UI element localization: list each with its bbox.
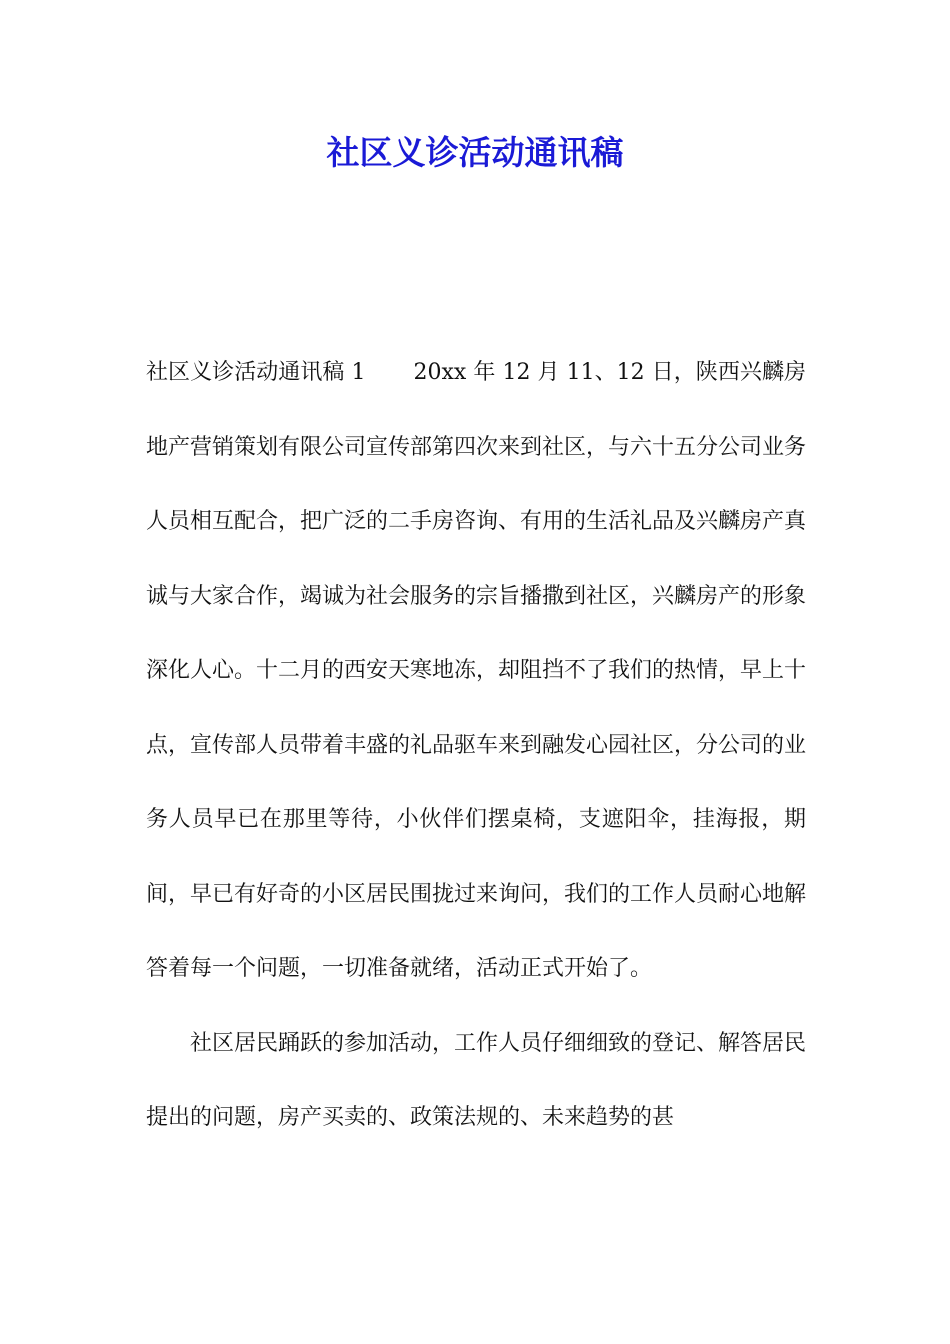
document-title: 社区义诊活动通讯稿: [326, 133, 624, 172]
paragraph-2: 社区居民踊跃的参加活动，工作人员仔细细致的登记、解答居民提出的问题，房产买卖的、政策法规的、未来趋势的甚: [146, 1030, 807, 1130]
document-body: [146, 336, 806, 1156]
paragraph-1-text: 20xx 年 12 月 11、12 日，陕西兴麟房地产营销策划有限公司宣传部第四次来到社区，与六十五分公司业务人员相互配合，把广泛的二手房咨询、有用的生活礼品及兴麟房产真诚与大家合作，竭诚为社会服务的宗旨播撒到社区，兴麟房产的形象深化人心。十二月的西安天寒地冻，却阻挡不了我们的热情，早上十点，宣传部人员带着丰盛的礼品驱车来到融发心园社区，分公司的业务人员早已在那里等待，小伙伴们摆桌椅，支遮阳伞，挂海报，期间，早已有好奇的小区居民围拢过来询问，我们的工作人员耐心地解答着每一个问题，一切准备就绪，活动正式开始了。: [146, 360, 807, 981]
paragraph-1: [146, 336, 806, 1007]
paragraph-1-lead: 社区义诊活动通讯稿 1: [146, 360, 366, 385]
